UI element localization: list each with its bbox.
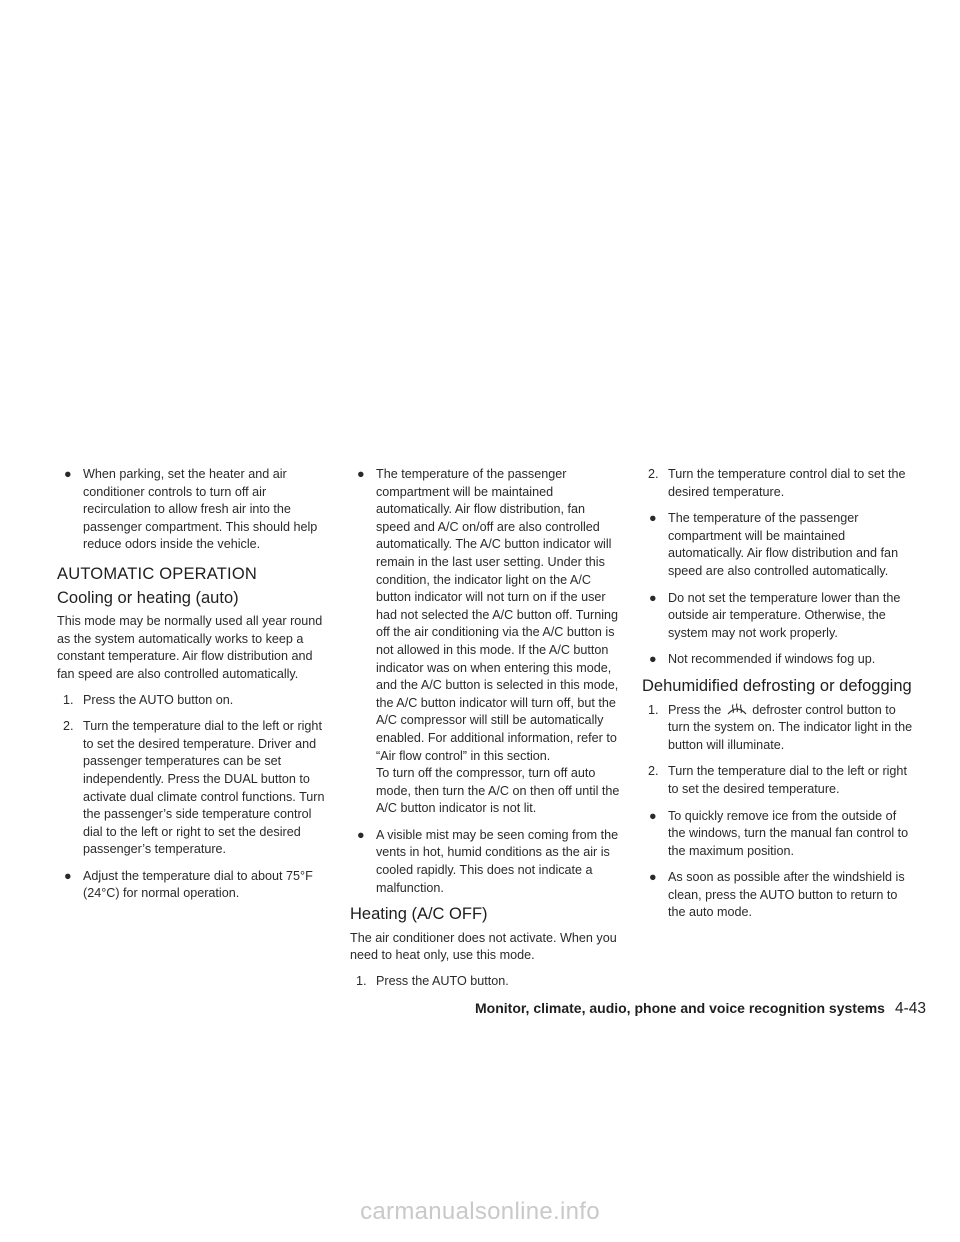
bullet-item: [57, 868, 329, 903]
footer-chapter-title: Monitor, climate, audio, phone and voice recognition systems: [475, 1000, 885, 1016]
defrost-step-1: [642, 702, 914, 755]
front-defroster-icon: [726, 702, 748, 715]
subheading-defrosting: Dehumidified defrosting or defogging: [642, 676, 912, 695]
bullet-item: [350, 466, 622, 818]
column-middle: [350, 466, 622, 1000]
section-heading-automatic-operation: AUTOMATIC OPERATION: [57, 564, 257, 583]
bullet-item: [642, 590, 914, 643]
subheading-cooling-heating: Cooling or heating (auto): [57, 588, 239, 607]
step-text: Turn the temperature control dial to set the desired temperature.: [668, 467, 906, 499]
bullet-dot: ●: [649, 511, 657, 526]
watermark-text: carmanualsonline.info: [360, 1198, 600, 1225]
step-text: Turn the temperature dial to the left or right to set the desired temperature. Driver and passenger temperatures can be set independently. Press the DUAL button to activate dual climate control functions. Turn the passenger’s side temperature control dial to the left or right to set the desired passenger’s temperature.: [83, 719, 325, 857]
step-text-post: defroster control button to turn the system on. The indicator light in the button will illuminate.: [668, 702, 913, 752]
numbered-step-1: [350, 973, 622, 991]
bullet-text-mist: A visible mist may be seen coming from the vents in hot, humid conditions as the air is cooled rapidly. This does not indicate a malfunction.: [376, 827, 619, 895]
bullet-item: [642, 510, 914, 580]
step-text: Turn the temperature dial to the left or right to set the desired temperature.: [668, 764, 907, 796]
defrost-step-2: [642, 763, 914, 798]
column-right: [642, 466, 914, 931]
bullet-text-adjust: Adjust the temperature dial to about 75°F (24°C) for normal operation.: [83, 868, 313, 901]
bullet-dot: ●: [64, 868, 72, 883]
step-number: 1.: [356, 974, 367, 989]
step-text-pre: Press the: [668, 702, 722, 717]
intro-paragraph: This mode may be normally used all year round as the system automatically works to keep a constant temperature. Air flow distribution and fan speed are also controlled automatically.: [57, 614, 323, 681]
bullet-text-compressor: To turn off the compressor, turn off auto mode, then turn the A/C on then off until the A/C button indicator is not lit.: [376, 766, 620, 816]
step-text: Press the AUTO button on.: [83, 692, 234, 707]
bullet-item: [642, 651, 914, 669]
bullet-text-lower: Do not set the temperature lower than the outside air temperature. Otherwise, the system may not work properly.: [668, 590, 901, 640]
bullet-text-ice: To quickly remove ice from the outside of the windows, turn the manual fan control to the maximum position.: [668, 808, 909, 858]
bullet-text-clean: As soon as possible after the windshield is clean, press the AUTO button to return to the auto mode.: [668, 870, 905, 920]
bullet-dot: ●: [649, 590, 657, 605]
numbered-step-2: [642, 466, 914, 501]
page-number: 4-43: [894, 1000, 926, 1017]
column-left: [57, 466, 329, 912]
bullet-text-fog: Not recommended if windows fog up.: [668, 652, 876, 667]
bullet-item: [350, 827, 622, 897]
step-number: 1.: [648, 702, 659, 717]
bullet-dot: ●: [649, 652, 657, 667]
step-number: 2.: [63, 719, 74, 734]
bullet-item: [57, 466, 329, 554]
bullet-text-temperature: The temperature of the passenger compartment will be maintained automatically. Air flow distribution and fan speed are also controlled automatically.: [668, 511, 899, 578]
bullet-text-temperature: The temperature of the passenger compartment will be maintained automatically. Air flow distribution, fan speed and A/C on/off are also controlled automatically. The A/C button indicator will remain in the last user setting. Under this condition, the indicator light on the A/C button indicator will not turn on if the user had not selected the A/C button off. Turning off the air conditioning via the A/C button is not allowed in this mode. If the A/C button indicator was on when entering this mode, and the A/C button is selected in this mode, the A/C button indicator will turn off, but the A/C compressor will still be automatically enabled. For additional information, refer to “Air flow control” in this section.: [376, 467, 619, 763]
numbered-step-1: [57, 692, 329, 710]
step-number: 2.: [648, 764, 659, 779]
subheading-heating: Heating (A/C OFF): [350, 905, 488, 924]
heating-intro: The air conditioner does not activate. When you need to heat only, use this mode.: [350, 930, 617, 963]
bullet-dot: ●: [64, 467, 72, 481]
page-footer: [0, 1000, 926, 1018]
bullet-item: [642, 808, 914, 861]
numbered-step-2: [57, 718, 329, 859]
step-text: Press the AUTO button.: [376, 974, 509, 989]
step-number: 1.: [63, 692, 74, 707]
bullet-dot: ●: [649, 808, 657, 823]
bullet-text-parking: When parking, set the heater and air conditioner controls to turn off air recirculation to allow fresh air into the passenger compartment. This should help reduce odors inside the vehicle.: [83, 467, 318, 552]
bullet-item: [642, 869, 914, 922]
step-number: 2.: [648, 467, 659, 481]
bullet-dot: ●: [649, 870, 657, 885]
bullet-dot: ●: [357, 827, 365, 842]
bullet-dot: ●: [357, 467, 365, 481]
